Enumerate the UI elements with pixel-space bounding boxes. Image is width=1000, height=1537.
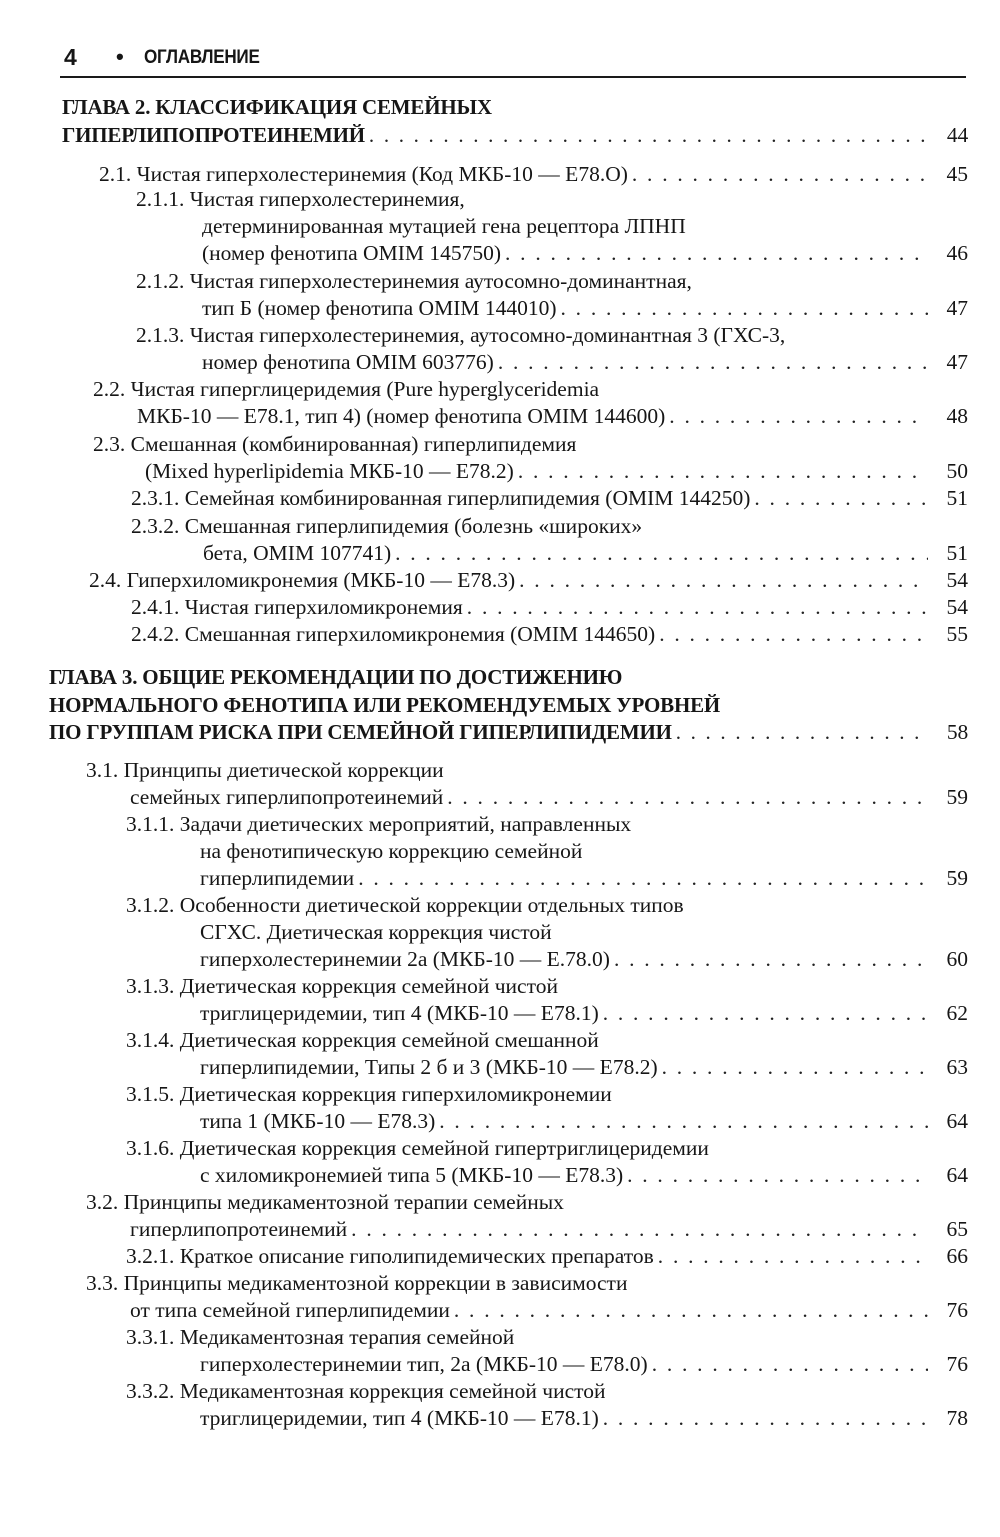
toc-line: ГИПЕРЛИПОПРОТЕИНЕМИЙ bbox=[62, 122, 365, 147]
toc-page-number: 64 bbox=[946, 1109, 968, 1133]
toc-line: 2.1. Чистая гиперхолестеринемия (Код МКБ-10 — Е78.О) bbox=[99, 162, 628, 186]
toc-line: 2.3.2. Смешанная гиперлипидемия (болезнь «широких» bbox=[131, 514, 643, 538]
toc-line: 3.3.1. Медикаментозная терапия семейной bbox=[126, 1325, 515, 1349]
dot-leader bbox=[369, 122, 928, 150]
toc-page-number: 50 bbox=[946, 459, 968, 483]
dot-leader bbox=[454, 1297, 928, 1324]
toc-subsection-3-3-2[interactable] bbox=[126, 1378, 968, 1432]
toc-line: 3.1.3. Диетическая коррекция семейной чистой bbox=[126, 974, 558, 998]
toc-page-number: 66 bbox=[946, 1244, 968, 1268]
toc-subsection-3-1-3[interactable] bbox=[126, 973, 968, 1027]
running-title: ОГЛАВЛЕНИЕ bbox=[144, 47, 260, 68]
dot-leader bbox=[358, 865, 928, 892]
toc-line: 2.3. Смешанная (комбинированная) гиперлипидемия bbox=[93, 432, 577, 456]
toc-page-number: 55 bbox=[946, 622, 968, 646]
toc-page-number: 44 bbox=[946, 122, 968, 147]
toc-page-number: 60 bbox=[946, 947, 968, 971]
toc-section-3-2[interactable] bbox=[86, 1189, 968, 1243]
toc-subsection-3-1-6[interactable] bbox=[126, 1135, 968, 1189]
toc-line: 3.1.4. Диетическая коррекция семейной смешанной bbox=[126, 1028, 599, 1052]
running-head bbox=[60, 38, 966, 78]
toc-line: ГЛАВА 3. ОБЩИЕ РЕКОМЕНДАЦИИ ПО ДОСТИЖЕНИЮ bbox=[49, 665, 623, 689]
dot-leader bbox=[652, 1351, 928, 1378]
toc-line: номер фенотипа OMIM 603776) bbox=[202, 350, 494, 374]
toc-page-number: 65 bbox=[946, 1217, 968, 1241]
dot-leader bbox=[439, 1108, 928, 1135]
dot-leader bbox=[632, 161, 928, 188]
toc-line: 2.4. Гиперхиломикронемия (МКБ-10 — Е78.3) bbox=[89, 568, 516, 592]
toc-subsection-3-1-2[interactable] bbox=[126, 892, 968, 973]
toc-page-number: 78 bbox=[946, 1406, 968, 1430]
toc-line: 3.1.6. Диетическая коррекция семейной гипертриглицеридемии bbox=[126, 1136, 709, 1160]
toc-line: от типа семейной гиперлипидемии bbox=[130, 1298, 450, 1322]
toc-subsection-3-1-1[interactable] bbox=[126, 811, 968, 892]
dot-leader bbox=[351, 1216, 928, 1243]
dot-leader bbox=[603, 1000, 928, 1027]
toc-line: гиперлипидемии bbox=[200, 866, 355, 890]
toc-section-2-3[interactable] bbox=[93, 431, 968, 485]
toc-line: 3.2.1. Краткое описание гиполипидемических препаратов bbox=[126, 1244, 654, 1268]
toc-line: 3.3. Принципы медикаментозной коррекции в зависимости bbox=[86, 1271, 628, 1295]
toc-line: 2.1.3. Чистая гиперхолестеринемия, аутосомно-доминантная 3 (ГХС-3, bbox=[136, 323, 786, 347]
toc-subsection-2-4-1[interactable] bbox=[131, 594, 968, 621]
dot-leader bbox=[467, 594, 928, 621]
page-number: 4 bbox=[64, 44, 77, 70]
toc-page-number: 51 bbox=[946, 541, 968, 565]
dot-leader bbox=[603, 1405, 928, 1432]
toc-line: на фенотипическую коррекцию семейной bbox=[200, 839, 583, 863]
dot-leader bbox=[614, 946, 928, 973]
toc-subsection-3-1-5[interactable] bbox=[126, 1081, 968, 1135]
toc-line: с хиломикронемией типа 5 (МКБ-10 — Е78.3) bbox=[200, 1163, 624, 1187]
toc-page-number: 47 bbox=[946, 296, 968, 320]
toc-subsection-3-3-1[interactable] bbox=[126, 1324, 968, 1378]
toc-page-number: 76 bbox=[946, 1352, 968, 1376]
toc-line: СГХС. Диетическая коррекция чистой bbox=[200, 920, 552, 944]
toc-subsection-2-1-1[interactable] bbox=[136, 186, 968, 267]
toc-line: 2.1.1. Чистая гиперхолестеринемия, bbox=[136, 187, 465, 211]
toc-page-number: 51 bbox=[946, 486, 968, 510]
toc-line: 3.1. Принципы диетической коррекции bbox=[86, 758, 444, 782]
toc-page-number: 76 bbox=[946, 1298, 968, 1322]
toc-subsection-3-1-4[interactable] bbox=[126, 1027, 968, 1081]
toc-line: бета, OMIM 107741) bbox=[203, 541, 392, 565]
toc-page-number: 46 bbox=[946, 241, 968, 265]
toc-page-number: 54 bbox=[946, 595, 968, 619]
toc-line: 3.1.5. Диетическая коррекция гиперхиломикронемии bbox=[126, 1082, 612, 1106]
dot-leader bbox=[518, 458, 928, 485]
toc-line: 2.2. Чистая гиперглицеридемия (Pure hyperglyceridemia bbox=[93, 377, 600, 401]
toc-line: 3.1.2. Особенности диетической коррекции отдельных типов bbox=[126, 893, 684, 917]
toc-line: семейных гиперлипопротеинемий bbox=[130, 785, 444, 809]
toc-section-3-1[interactable] bbox=[86, 757, 968, 811]
toc-page-number: 62 bbox=[946, 1001, 968, 1025]
dot-leader bbox=[662, 1054, 928, 1081]
toc-page-number: 63 bbox=[946, 1055, 968, 1079]
toc-line: детерминированная мутацией гена рецептора ЛПНП bbox=[202, 214, 686, 238]
dot-leader bbox=[498, 349, 928, 376]
toc-line: 2.4.1. Чистая гиперхиломикронемия bbox=[131, 595, 463, 619]
toc-line: типа 1 (МКБ-10 — Е78.3) bbox=[200, 1109, 436, 1133]
toc-line: 3.3.2. Медикаментозная коррекция семейной чистой bbox=[126, 1379, 606, 1403]
toc-section-2-2[interactable] bbox=[93, 376, 968, 430]
toc-subsection-3-2-1[interactable] bbox=[126, 1243, 968, 1270]
dot-leader bbox=[395, 540, 928, 567]
toc-section-3-3[interactable] bbox=[86, 1270, 968, 1324]
toc-line: НОРМАЛЬНОГО ФЕНОТИПА ИЛИ РЕКОМЕНДУЕМЫХ УРОВНЕЙ bbox=[49, 692, 721, 717]
toc-line: МКБ-10 — Е78.1, тип 4) (номер фенотипа OMIM 144600) bbox=[137, 404, 666, 428]
toc-line: гиперхолестеринемии 2а (МКБ-10 — Е.78.0) bbox=[200, 947, 610, 971]
toc-page-number: 54 bbox=[946, 568, 968, 592]
toc-page-number: 64 bbox=[946, 1163, 968, 1187]
toc-line: ПО ГРУППАМ РИСКА ПРИ СЕМЕЙНОЙ ГИПЕРЛИПИДЕМИИ bbox=[49, 720, 672, 744]
toc-page-number: 59 bbox=[946, 866, 968, 890]
toc-line: 3.1.1. Задачи диетических мероприятий, направленных bbox=[126, 812, 632, 836]
toc-chapter-3[interactable] bbox=[49, 664, 968, 747]
toc-line: 2.1.2. Чистая гиперхолестеринемия аутосомно-доминантная, bbox=[136, 269, 692, 293]
toc-line: триглицеридемии, тип 4 (МКБ-10 — Е78.1) bbox=[200, 1406, 599, 1430]
toc-section-2-1[interactable] bbox=[99, 161, 968, 188]
dot-leader bbox=[561, 295, 928, 322]
toc-page-number: 45 bbox=[946, 162, 968, 186]
dot-leader bbox=[658, 1243, 928, 1270]
toc-line: ГЛАВА 2. КЛАССИФИКАЦИЯ СЕМЕЙНЫХ bbox=[62, 95, 492, 119]
toc-line: триглицеридемии, тип 4 (МКБ-10 — Е78.1) bbox=[200, 1001, 599, 1025]
toc-line: гиперхолестеринемии тип, 2а (МКБ-10 — Е78.0) bbox=[200, 1352, 648, 1376]
dot-leader bbox=[676, 719, 928, 747]
toc-subsection-2-4-2[interactable] bbox=[131, 621, 968, 648]
dot-leader bbox=[669, 403, 928, 430]
toc-line: гиперлипопротеинемий bbox=[130, 1217, 348, 1241]
toc-subsection-2-3-1[interactable] bbox=[131, 485, 968, 512]
dot-leader bbox=[754, 485, 928, 512]
toc-page-number: 58 bbox=[946, 720, 968, 744]
toc-page-number: 48 bbox=[946, 404, 968, 428]
toc-line: (номер фенотипа OMIM 145750) bbox=[202, 241, 502, 265]
toc-section-2-4[interactable] bbox=[89, 567, 968, 594]
toc-chapter-2[interactable] bbox=[62, 94, 968, 149]
dot-leader bbox=[447, 784, 928, 811]
toc-line: тип Б (номер фенотипа OMIM 144010) bbox=[202, 296, 557, 320]
toc-page-number: 47 bbox=[946, 350, 968, 374]
toc-line: гиперлипидемии, Типы 2 б и 3 (МКБ-10 — Е78.2) bbox=[200, 1055, 658, 1079]
toc-subsection-2-3-2[interactable] bbox=[131, 513, 968, 567]
toc-line: 3.2. Принципы медикаментозной терапии семейных bbox=[86, 1190, 564, 1214]
dot-leader bbox=[505, 240, 928, 267]
dot-leader bbox=[659, 621, 928, 648]
header-bullet: • bbox=[116, 44, 124, 69]
toc-subsection-2-1-2[interactable] bbox=[136, 268, 968, 322]
dot-leader bbox=[519, 567, 928, 594]
toc-page-number: 59 bbox=[946, 785, 968, 809]
toc-line: 2.3.1. Семейная комбинированная гиперлипидемия (OMIM 144250) bbox=[131, 486, 751, 510]
toc-subsection-2-1-3[interactable] bbox=[136, 322, 968, 376]
dot-leader bbox=[627, 1162, 928, 1189]
toc-line: 2.4.2. Смешанная гиперхиломикронемия (OMIM 144650) bbox=[131, 622, 656, 646]
toc-line: (Mixed hyperlipidemia МКБ-10 — Е78.2) bbox=[145, 459, 514, 483]
